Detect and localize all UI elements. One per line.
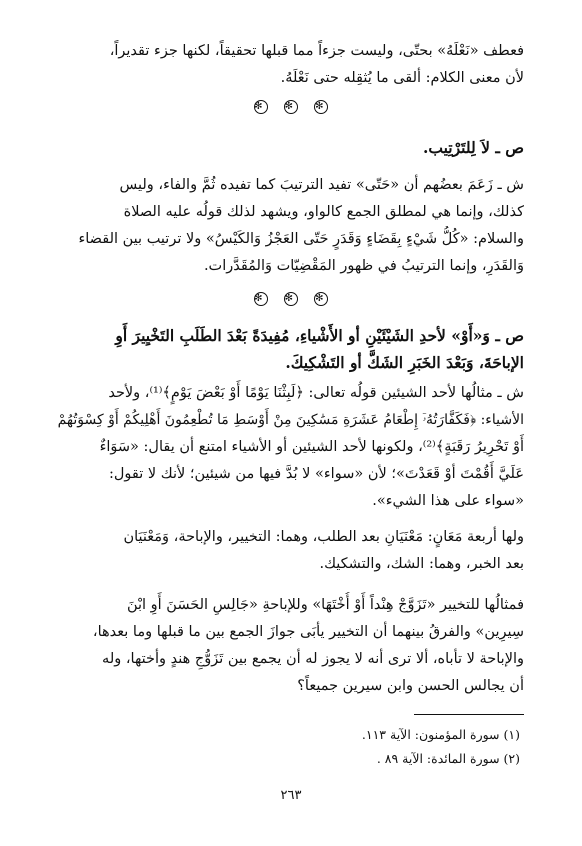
text-line: ولها أربعة مَعَانٍ: مَعْنَيَانِ بعد الطلب، وهما: التخيير، والإباحة، وَمَعْنَيَان [123, 529, 524, 545]
text-line: فمثالُها للتخيير «تَزَوَّجْ هِنْداً أَوْ أُخْتَهَا» وللإباحةِ «جَالِسِ الحَسَنَ أَوِ ابْنَ [126, 597, 524, 613]
text-line: كذلك، وإنما هي لمطلق الجمع كالواو، ويشهد لذلك قولُه عليه الصلاة [123, 204, 524, 220]
paragraph-3 [58, 380, 524, 515]
footnote-2: (٢) سورة المائدة: الآية ٨٩ . [376, 751, 520, 766]
section-divider [0, 292, 582, 310]
text-line: والسلام: «كُلُّ شَيْءٍ بِقَضَاءٍ وَقَدَرٍ حَتّى العَجْزُ وَالكَيْسُ» ولا ترتيب بين القضاء [78, 231, 524, 247]
footnote-1: (١) سورة المؤمنون: الآية ١١٣. [361, 727, 520, 742]
paragraph-4 [58, 524, 524, 578]
text-line: سِيرِين» والفرقُ بينهما أن التخيير يأبَى جوازَ الجمع بين ما قبلها وما بعدها، [92, 624, 524, 640]
text-line: بعد الخبر، وهما: الشك، والتشكيك. [319, 556, 524, 572]
ornament-icon [314, 292, 328, 306]
text-line: فعطف «نَعْلَهُ» بحتّى، وليست جزءاً مما قبلها تحقيقاً، لكنها جزء تقديراً، [109, 43, 524, 59]
paragraph-1 [58, 38, 524, 92]
heading-1 [58, 134, 524, 161]
section-heading: ص ـ لاَ لِلتَرْتِيب. [423, 138, 524, 157]
text-line: ش ـ زَعَمَ بعضُهم أن «حَتّى» تفيد الترتيبَ كما تفيده ثُمَّ والفاء، وليس [119, 177, 524, 193]
text-line: والإباحة لا تأباه، ألا ترى أنه لا يجوز له أن يجمع بين تَزَوُّجِ هندٍ وأختها، وله [102, 651, 524, 667]
text-line: «سواء على هذا الشيء». [372, 493, 524, 509]
paragraph-5 [58, 592, 524, 700]
text-line: أن يجالس الحسن وابن سيرين جميعاً؟ [297, 678, 524, 694]
page-number: ٢٦٣ [280, 788, 302, 803]
text-line: عَلَيَّ أَقُمْتَ أوْ قَعَدْتَ»؛ لأن «سواء» لا بُدَّ فيها من شيئين؛ لأنك لا تقول: [108, 466, 524, 482]
text-line: لأن معنى الكلام: ألقى ما يُثقِله حتى نَعْلَهُ. [280, 70, 524, 86]
ornament-icon [284, 292, 298, 306]
heading-2 [58, 322, 524, 376]
text-line: ش ـ مثالُها لأحد الشيئين قولُه تعالى: ﴿لَبِثْنَا يَوْمًا أَوْ بَعْضَ يَوْمٍ﴾⁽¹⁾، ولأحد [108, 385, 524, 401]
text-line: أَوْ تَحْرِيرُ رَقَبَةٍ﴾⁽²⁾، ولكونها لأحد الشيئين أو الأشياء امتنع أن يقال: «سَوَاءٌ [99, 439, 524, 455]
ornament-icon [254, 292, 268, 306]
section-heading-line: الإباحَةَ، وَبَعْدَ الخَبَرِ الشَكَّ أو التَشْكِيكَ. [285, 353, 524, 372]
section-heading-line: ص ـ وَ«أَوْ» لأحدِ الشَيْئَيْنِ أو الأَشْياءِ، مُفِيدَةً بَعْدَ الطَلَبِ التَخْيِيرَ أَوِ [115, 326, 524, 345]
ornament-icon [284, 100, 298, 114]
ornament-icon [314, 100, 328, 114]
ornament-icon [254, 100, 268, 114]
footnote-separator [414, 714, 524, 715]
text-line: وَالقَدَرِ، وإنما الترتيبُ في ظهور المَقْضِيّات وَالمُقَدَّرات. [203, 258, 524, 274]
paragraph-2 [58, 172, 524, 280]
section-divider [0, 100, 582, 118]
text-line: الأشياء: ﴿فَكَفَّارَتُهُۥٓ إِطْعَامُ عَشَرَةِ مَسَٰكِينَ مِنْ أَوْسَطِ مَا تُطْعِمُونَ أَهْلِيكُمْ أَوْ كِسْوَتُهُمْ [58, 412, 524, 428]
